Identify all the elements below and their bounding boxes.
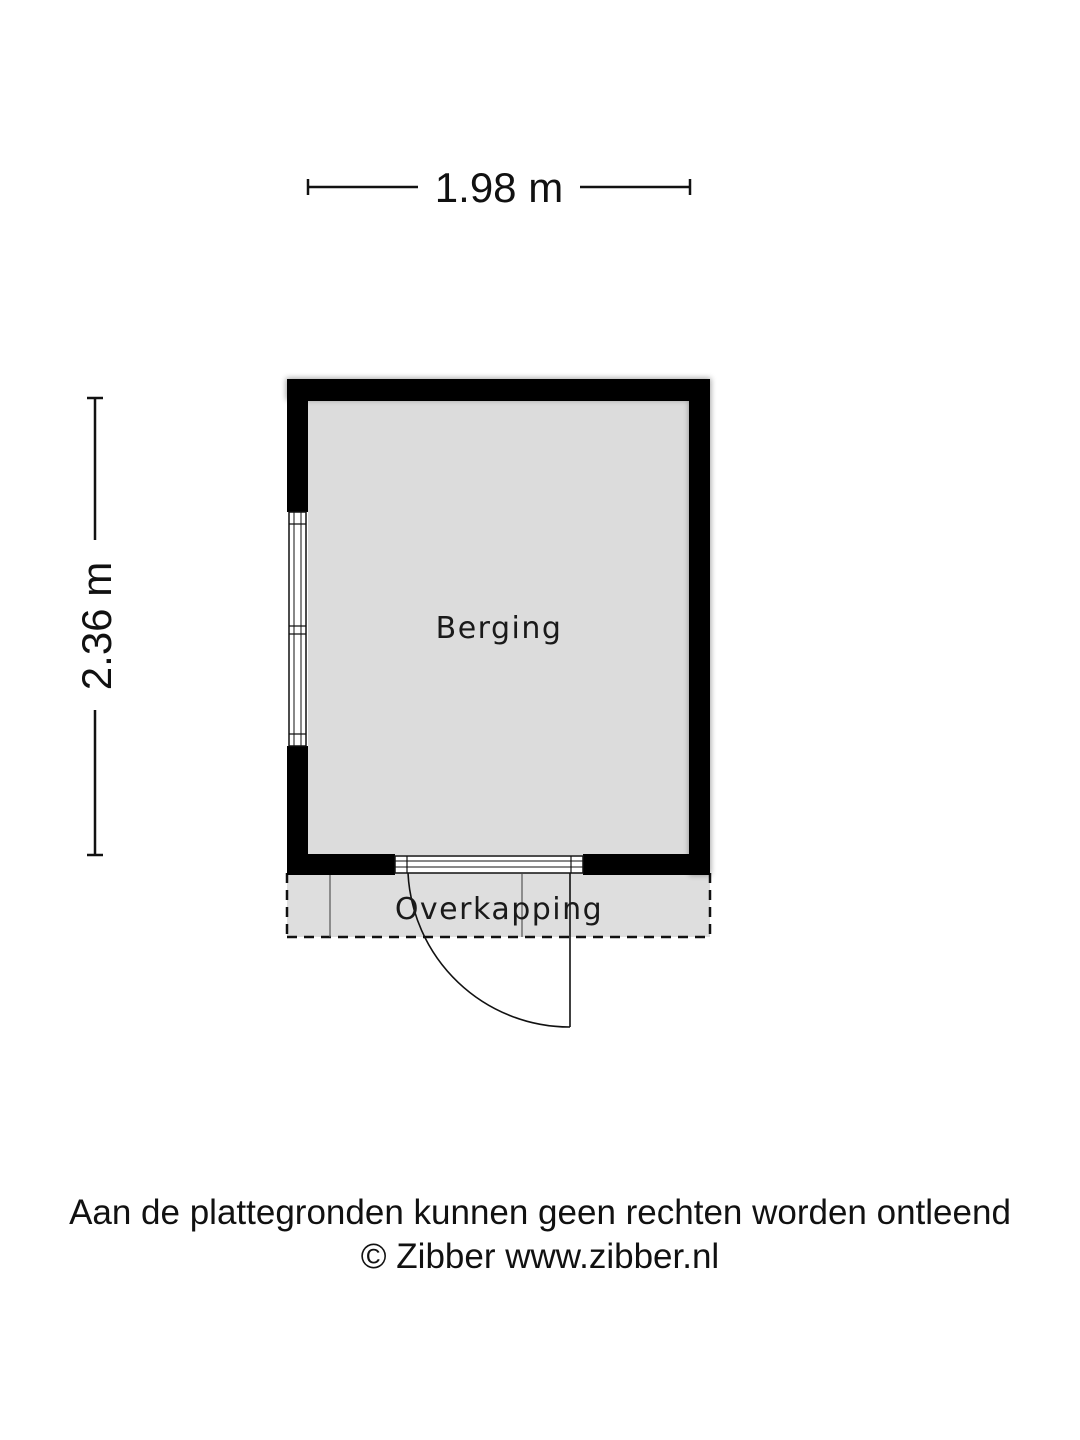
room-label-overkapping: Overkapping	[394, 892, 604, 927]
footer-disclaimer: Aan de plattegronden kunnen geen rechten worden ontleend	[69, 1193, 1011, 1232]
door-frame	[395, 856, 583, 873]
wall-bottom-left	[287, 854, 395, 875]
height-dimension-label: 2.36 m	[73, 561, 120, 691]
footer-copyright: © Zibber www.zibber.nl	[360, 1237, 720, 1276]
height-dimension	[73, 398, 120, 855]
width-dimension-label: 1.98 m	[434, 164, 564, 211]
wall-top	[287, 379, 710, 401]
wall-left-upper	[287, 379, 308, 512]
window-left	[289, 512, 306, 746]
width-dimension	[308, 164, 690, 211]
wall-right	[689, 379, 710, 875]
room-label-berging: Berging	[435, 611, 563, 646]
wall-bottom-right	[583, 854, 710, 875]
